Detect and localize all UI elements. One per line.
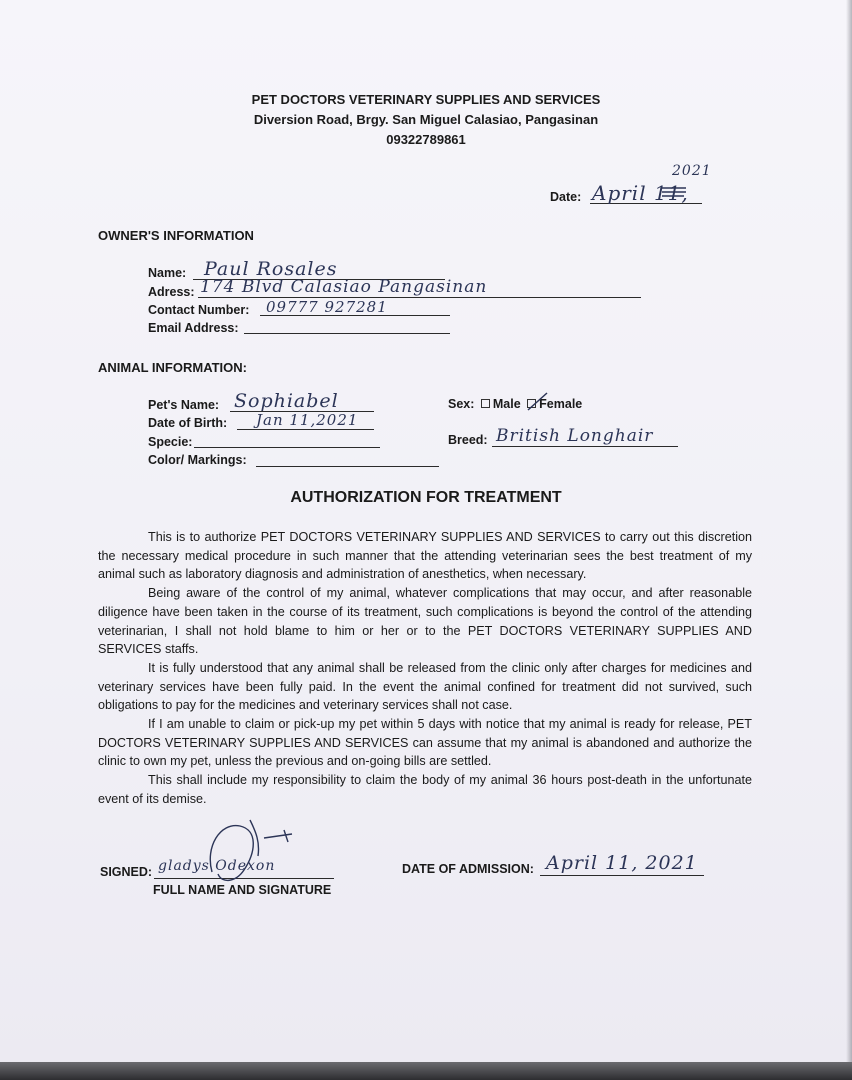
authorization-paragraph-2: Being aware of the control of my animal, whatever complications that may occur, and after reasonable diligence have been taken in the course of its treatment, such complications is beyond the control of the attending veterinarian, I shall not hold blame to him or her or to the PET DOCTORS VETERINARY SUPPLIES AND SERVICES staffs. (98, 586, 752, 657)
pet-name-value: Sophiabel (234, 390, 339, 412)
owner-contact-value: 09777 927281 (266, 298, 388, 316)
authorization-paragraph-1: This is to authorize PET DOCTORS VETERINARY SUPPLIES AND SERVICES to carry out this discretion the necessary medical procedure in such manner that the attending veterinarian sees the best treatment of my animal such as laboratory diagnosis and administration of anesthetics, when necessary. (98, 530, 752, 582)
signature-scribble (160, 812, 330, 892)
authorization-paragraph-5: This shall include my responsibility to claim the body of my animal 36 hours post-death in the unfortunate event of its demise. (98, 773, 752, 806)
dob-value: Jan 11,2021 (256, 411, 359, 429)
breed-value: British Longhair (496, 426, 654, 446)
pet-name-label: Pet's Name: (148, 398, 220, 412)
owner-email-line (244, 333, 450, 334)
date-year: 2021 (672, 163, 712, 179)
specie-label: Specie: (148, 435, 193, 449)
signed-label: SIGNED: (100, 865, 153, 879)
owner-email-label: Email Address: (148, 321, 239, 335)
authorization-paragraph-3: It is fully understood that any animal shall be released from the clinic only after charges for medicines and veterinary services have been fully paid. In the event the animal confined for treatment did not survived, such obligations to pay for the medicines and veterinary services shall not case. (98, 660, 752, 713)
company-address: Diversion Road, Brgy. San Miguel Calasiao, Pangasinan (253, 112, 599, 127)
owner-contact-label: Contact Number: (148, 303, 250, 317)
specie-line (194, 447, 380, 448)
sex-field (448, 397, 582, 411)
breed-line (492, 446, 678, 447)
admission-date-value: April 11, 2021 (546, 852, 698, 874)
male-checkbox[interactable] (481, 399, 490, 408)
owner-name-label: Name: (148, 266, 187, 280)
signature-caption: FULL NAME AND SIGNATURE (153, 883, 332, 897)
scan-edge-shadow (846, 0, 852, 1080)
company-phone: 09322789861 (386, 132, 466, 147)
date-value: April 11, (592, 181, 689, 205)
female-label: Female (539, 397, 583, 411)
female-check-mark-icon (526, 391, 550, 413)
dob-line (237, 429, 374, 430)
color-markings-line (256, 466, 439, 467)
animal-information-title: ANIMAL INFORMATION: (98, 360, 247, 375)
date-label: Date: (550, 190, 582, 204)
authorization-title: AUTHORIZATION FOR TREATMENT (290, 489, 562, 506)
signed-value: gladys Odexon (158, 858, 276, 874)
owner-address-label: Adress: (148, 285, 195, 299)
owners-information-title: OWNER'S INFORMATION (98, 228, 254, 243)
sex-label: Sex: (448, 397, 475, 411)
owner-name-value: Paul Rosales (204, 258, 338, 280)
authorization-paragraph-4: If I am unable to claim or pick-up my pet within 5 days with notice that my animal is ready for release, PET DOCTORS VETERINARY SUPPLIES AND SERVICES can assume that my animal is abandoned and authorize the clinic to own my pet, unless the previous and on-going bills are settled. (98, 717, 752, 769)
date-strikeout (660, 184, 688, 200)
scan-bottom-edge (0, 1062, 852, 1080)
company-name: PET DOCTORS VETERINARY SUPPLIES AND SERVICES (251, 92, 601, 107)
admission-date-line (540, 875, 704, 876)
admission-date-label: DATE OF ADMISSION: (402, 862, 534, 876)
breed-label: Breed: (448, 433, 488, 447)
owner-address-line (198, 297, 641, 298)
authorization-body (98, 528, 752, 809)
color-markings-label: Color/ Markings: (148, 453, 247, 467)
male-label: Male (492, 397, 521, 411)
dob-label: Date of Birth: (148, 416, 228, 430)
owner-address-value: 174 Blvd Calasiao Pangasinan (200, 277, 488, 297)
